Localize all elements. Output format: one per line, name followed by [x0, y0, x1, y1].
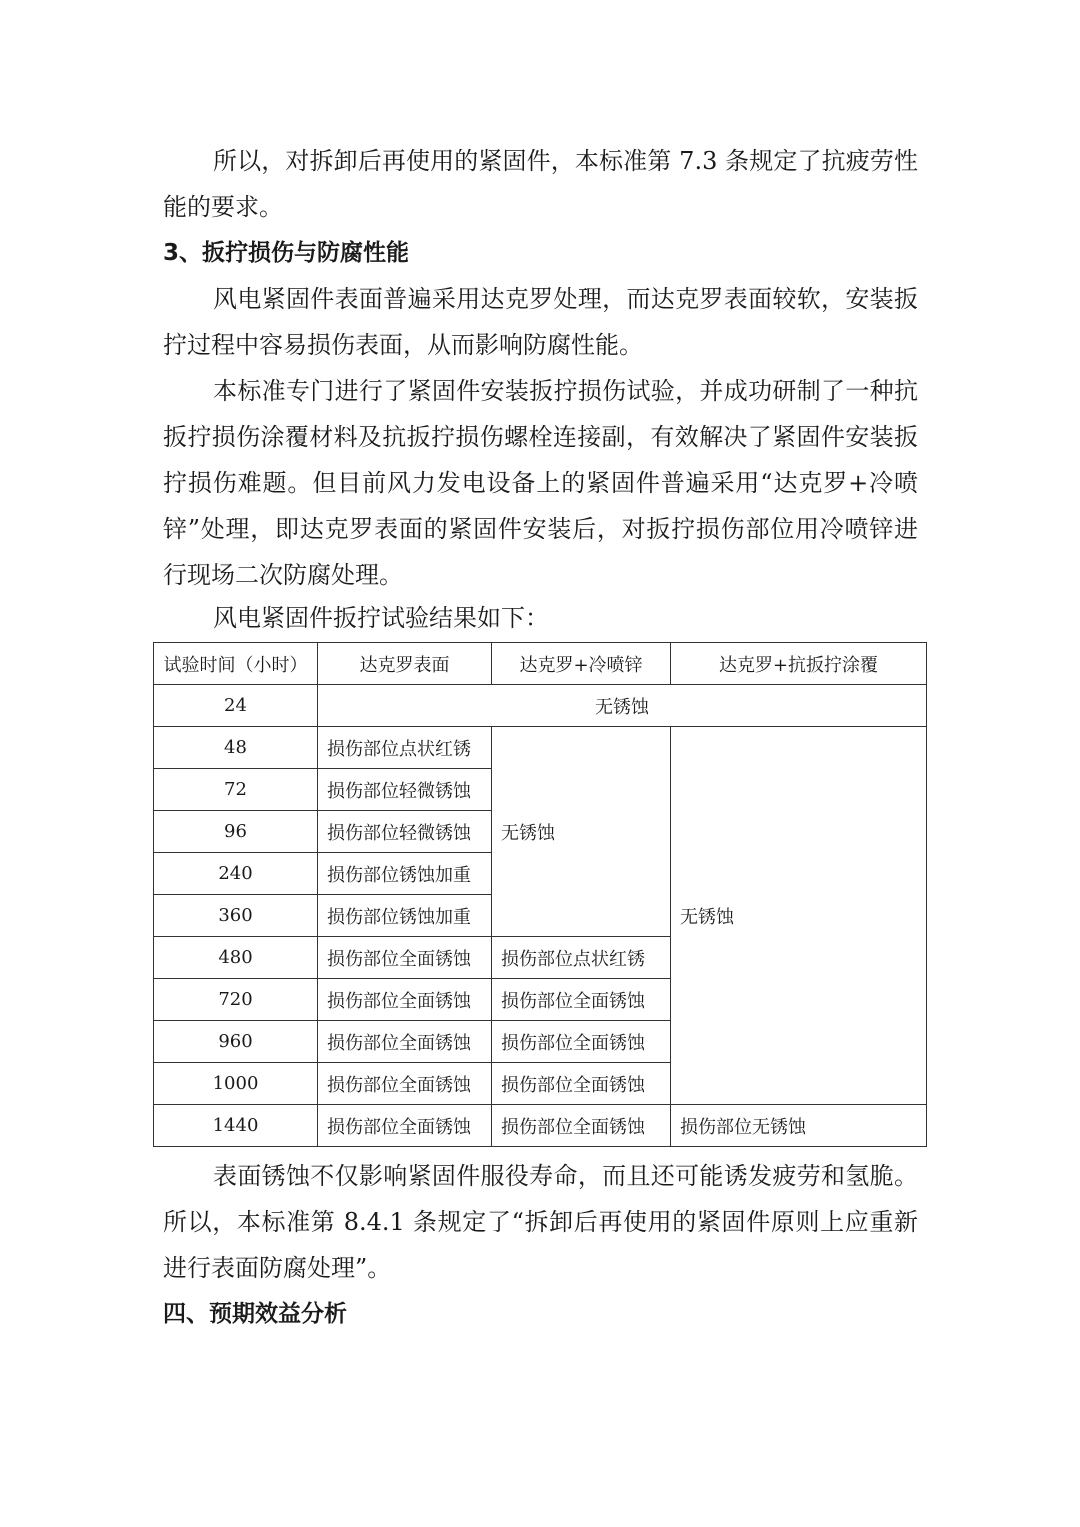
- cell: 损伤部位全面锈蚀: [318, 1021, 492, 1063]
- cell: 损伤部位轻微锈蚀: [318, 811, 492, 853]
- table-header-row: [154, 643, 927, 685]
- hours-cell: 240: [154, 853, 318, 895]
- paragraph-test: 本标准专门进行了紧固件安装扳拧损伤试验，并成功研制了一种抗扳拧损伤涂覆材料及抗扳拧损伤螺栓连接副，有效解决了紧固件安装扳拧损伤难题。但目前风力发电设备上的紧固件普遍采用“达克罗+冷喷锌”处理，即达克罗表面的紧固件安装后，对扳拧损伤部位用冷喷锌进行现场二次防腐处理。: [163, 377, 918, 589]
- hours-cell: 24: [154, 685, 318, 727]
- hours-cell: 720: [154, 979, 318, 1021]
- table-row: [154, 685, 927, 727]
- cell: 损伤部位轻微锈蚀: [318, 769, 492, 811]
- document-page: [163, 138, 918, 1337]
- header-cell: 试验时间（小时）: [154, 643, 318, 685]
- table-row: [154, 727, 927, 769]
- cell: 损伤部位锈蚀加重: [318, 895, 492, 937]
- hours-cell: 960: [154, 1021, 318, 1063]
- hours-cell: 72: [154, 769, 318, 811]
- table-caption: 风电紧固件扳拧试验结果如下：: [213, 604, 549, 632]
- cell: 损伤部位全面锈蚀: [318, 1105, 492, 1147]
- header-cell: 达克罗+抗扳拧涂覆: [671, 643, 927, 685]
- cell: 损伤部位全面锈蚀: [318, 979, 492, 1021]
- merged-cell: 无锈蚀: [671, 727, 927, 1105]
- cell: 损伤部位无锈蚀: [671, 1105, 927, 1147]
- hours-cell: 360: [154, 895, 318, 937]
- cell: 损伤部位锈蚀加重: [318, 853, 492, 895]
- hours-cell: 48: [154, 727, 318, 769]
- hours-cell: 1440: [154, 1105, 318, 1147]
- header-cell: 达克罗+冷喷锌: [492, 643, 671, 685]
- cell: 损伤部位全面锈蚀: [318, 1063, 492, 1105]
- cell: 损伤部位点状红锈: [492, 937, 671, 979]
- merged-cell: 无锈蚀: [492, 727, 671, 937]
- cell: 损伤部位点状红锈: [318, 727, 492, 769]
- cell: 损伤部位全面锈蚀: [492, 979, 671, 1021]
- cell: 损伤部位全面锈蚀: [492, 1021, 671, 1063]
- section-heading-4: 四、预期效益分析: [163, 1301, 347, 1327]
- section-heading-3: 3、扳拧损伤与防腐性能: [163, 240, 410, 266]
- paragraph-corrosion: 表面锈蚀不仅影响紧固件服役寿命，而且还可能诱发疲劳和氢脆。所以，本标准第 8.4.1 条规定了“拆卸后再使用的紧固件原则上应重新进行表面防腐处理”。: [163, 1162, 918, 1282]
- cell: 损伤部位全面锈蚀: [318, 937, 492, 979]
- cell: 损伤部位全面锈蚀: [492, 1105, 671, 1147]
- merged-cell: 无锈蚀: [318, 685, 927, 727]
- cell: 损伤部位全面锈蚀: [492, 1063, 671, 1105]
- hours-cell: 96: [154, 811, 318, 853]
- header-cell: 达克罗表面: [318, 643, 492, 685]
- table-row: [154, 1105, 927, 1147]
- paragraph-dacromet: 风电紧固件表面普遍采用达克罗处理，而达克罗表面较软，安装扳拧过程中容易损伤表面，从而影响防腐性能。: [163, 285, 918, 359]
- hours-cell: 480: [154, 937, 318, 979]
- results-table: [153, 642, 927, 1147]
- paragraph-fatigue: 所以，对拆卸后再使用的紧固件，本标准第 7.3 条规定了抗疲劳性能的要求。: [163, 147, 918, 221]
- hours-cell: 1000: [154, 1063, 318, 1105]
